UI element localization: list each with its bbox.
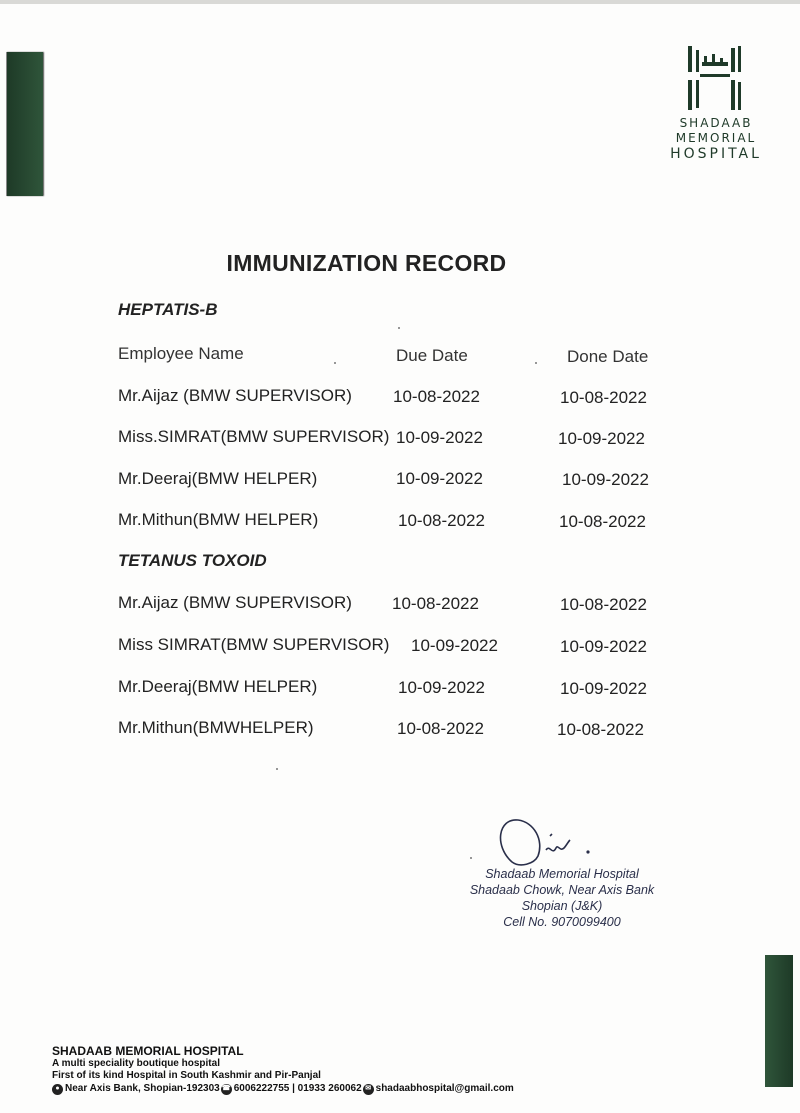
table-row-employee: Mr.Aijaz (BMW SUPERVISOR) bbox=[118, 593, 352, 612]
logo-text-line-3: HOSPITAL bbox=[670, 146, 762, 162]
footer-phones: 6006222755 | 01933 260062 bbox=[233, 1083, 362, 1094]
table-row-employee: Mr.Deeraj(BMW HELPER) bbox=[118, 469, 318, 488]
table-row-done-date: 10-09-2022 bbox=[558, 429, 645, 448]
scan-speck bbox=[470, 857, 472, 859]
section-title-hepatitis-b: HEPTATIS-B bbox=[118, 300, 218, 319]
table-row-done-date: 10-09-2022 bbox=[560, 679, 647, 698]
hospital-logo-mark-icon bbox=[686, 40, 746, 116]
table-row-due-date: 10-08-2022 bbox=[398, 511, 485, 530]
column-header-employee: Employee Name bbox=[118, 344, 244, 363]
stamp-line-1: Shadaab Memorial Hospital bbox=[485, 867, 639, 881]
table-row-due-date: 10-09-2022 bbox=[396, 469, 483, 488]
footer-claim: First of its kind Hospital in South Kashmir and Pir-Panjal bbox=[52, 1070, 321, 1081]
scan-speck bbox=[398, 327, 400, 329]
column-header-done-date: Done Date bbox=[567, 347, 649, 366]
stamp-line-2: Shadaab Chowk, Near Axis Bank bbox=[469, 883, 655, 897]
logo-text-line-2: MEMORIAL bbox=[675, 131, 757, 145]
table-row-due-date: 10-09-2022 bbox=[396, 428, 483, 447]
scan-speck bbox=[535, 362, 537, 364]
table-row-employee: Mr.Aijaz (BMW SUPERVISOR) bbox=[118, 386, 352, 405]
footer-tagline: A multi speciality boutique hospital bbox=[52, 1058, 220, 1069]
column-header-due-date: Due Date bbox=[396, 346, 468, 365]
footer-hospital-name: SHADAAB MEMORIAL HOSPITAL bbox=[52, 1044, 244, 1058]
table-row-due-date: 10-08-2022 bbox=[392, 594, 479, 613]
table-row-employee: Mr.Deeraj(BMW HELPER) bbox=[118, 677, 318, 696]
letterhead-green-bar-right bbox=[765, 955, 793, 1087]
table-row-employee: Mr.Mithun(BMW HELPER) bbox=[118, 510, 319, 529]
handwritten-signature bbox=[490, 812, 610, 872]
table-row-employee: Miss SIMRAT(BMW SUPERVISOR) bbox=[118, 635, 390, 654]
scan-speck bbox=[334, 362, 336, 364]
table-row-done-date: 10-08-2022 bbox=[560, 388, 647, 407]
page-title: IMMUNIZATION RECORD bbox=[226, 250, 507, 276]
table-row-employee: Mr.Mithun(BMWHELPER) bbox=[118, 718, 314, 737]
table-row-due-date: 10-09-2022 bbox=[411, 636, 498, 655]
footer-contact-line bbox=[52, 1082, 514, 1096]
table-row-done-date: 10-08-2022 bbox=[557, 720, 644, 739]
table-row-done-date: 10-09-2022 bbox=[562, 470, 649, 489]
table-row-done-date: 10-08-2022 bbox=[559, 512, 646, 531]
footer-email[interactable]: shadaabhospital@gmail.com bbox=[375, 1083, 514, 1094]
letterhead-green-bar-left bbox=[6, 52, 43, 196]
stamp-line-3: Shopian (J&K) bbox=[521, 899, 603, 913]
table-row-due-date: 10-08-2022 bbox=[393, 387, 480, 406]
section-title-tetanus-toxoid: TETANUS TOXOID bbox=[118, 551, 267, 570]
stamp-line-4: Cell No. 9070099400 bbox=[503, 915, 621, 929]
hospital-logo bbox=[660, 40, 772, 166]
table-row-due-date: 10-08-2022 bbox=[397, 719, 484, 738]
table-row-due-date: 10-09-2022 bbox=[398, 678, 485, 697]
logo-text-line-1: SHADAAB bbox=[679, 116, 753, 130]
footer-address: Near Axis Bank, Shopian-192303 bbox=[65, 1083, 220, 1094]
mail-icon: ✉ bbox=[363, 1084, 374, 1095]
location-pin-icon: ● bbox=[52, 1084, 63, 1095]
phone-icon: ☎ bbox=[221, 1084, 232, 1095]
table-row-done-date: 10-08-2022 bbox=[560, 595, 647, 614]
hospital-stamp bbox=[462, 866, 662, 930]
table-row-done-date: 10-09-2022 bbox=[560, 637, 647, 656]
table-row-employee: Miss.SIMRAT(BMW SUPERVISOR) bbox=[118, 427, 390, 446]
letterhead-footer bbox=[52, 1044, 514, 1096]
scan-speck bbox=[276, 768, 278, 770]
scan-edge bbox=[0, 0, 800, 4]
